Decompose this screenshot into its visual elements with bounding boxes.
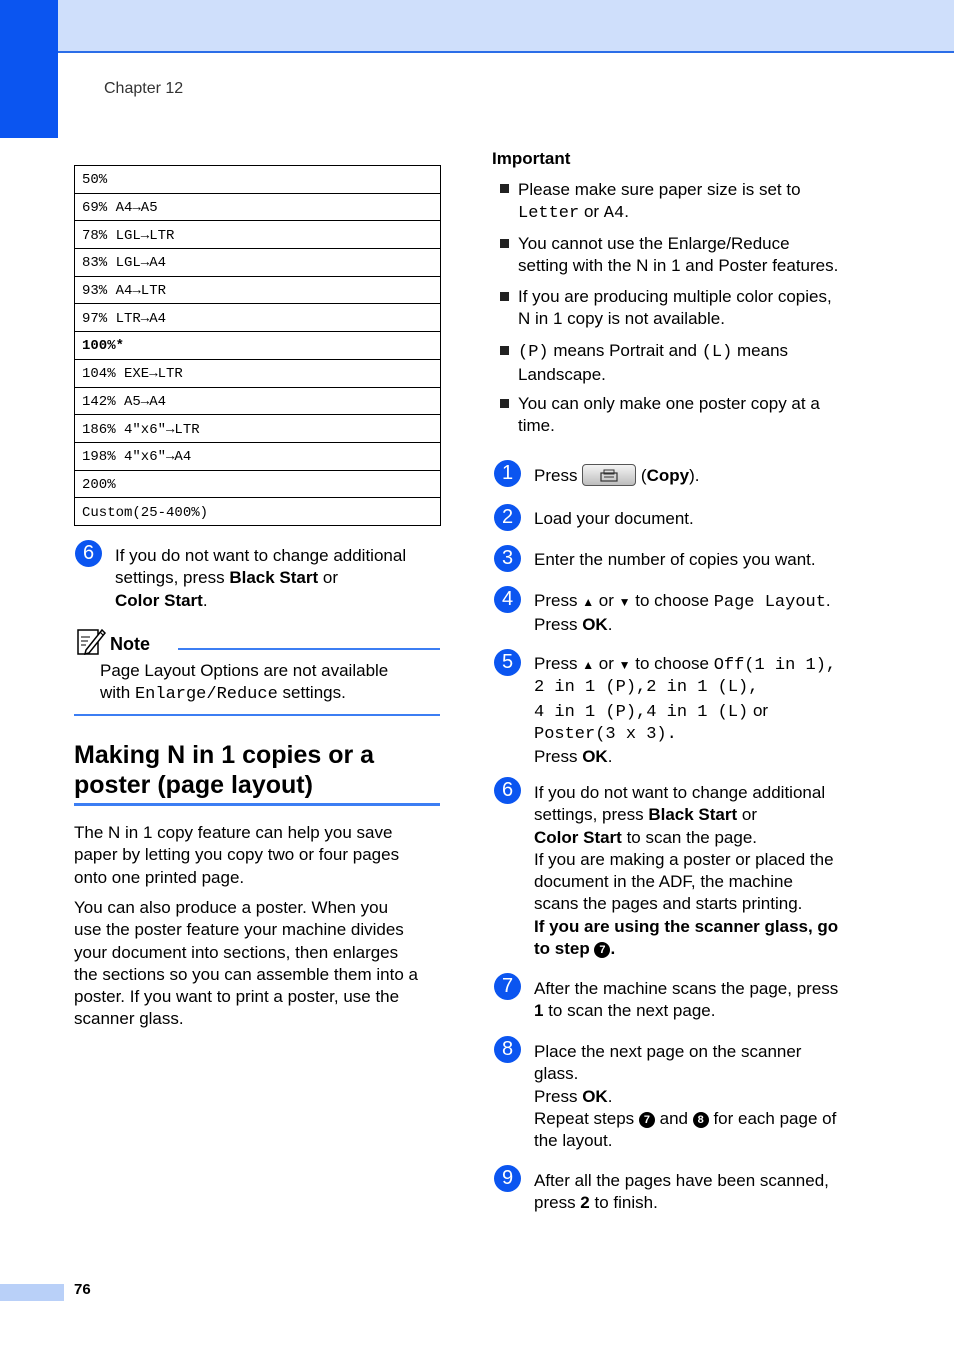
bullet-icon [500, 292, 509, 301]
key-label: OK [582, 1086, 608, 1106]
key-label: 2 [580, 1193, 590, 1213]
text: Press [534, 654, 583, 673]
important-item [518, 340, 888, 387]
key-label: Copy [646, 466, 690, 485]
step-number: 7 [494, 973, 521, 1000]
important-item [518, 179, 888, 226]
note-pencil-icon [76, 626, 106, 656]
step-4-text [534, 590, 874, 637]
text: settings. [277, 683, 346, 703]
code-text: 4 in 1 (P),4 in 1 (L) [534, 702, 749, 722]
key-label: Black Start [229, 568, 319, 588]
text-line: document in the ADF, the machine [534, 872, 793, 892]
text-line [534, 746, 884, 768]
key-label: Color Start [115, 590, 203, 610]
copy-key-icon [582, 464, 636, 486]
text-line: You can also produce a poster. When you [74, 898, 389, 917]
important-title: Important [492, 149, 571, 168]
text-line [518, 201, 888, 225]
note-title: Note [110, 634, 150, 654]
text: . [825, 591, 831, 610]
text: or [737, 805, 757, 825]
text-line: Page Layout Options are not available [100, 661, 389, 680]
step-2-text: Load your document. [534, 509, 694, 528]
text: or [594, 654, 619, 673]
text-line: paper by letting you copy two or four pages [74, 845, 400, 865]
text: or [579, 202, 604, 222]
table-row [75, 415, 441, 443]
table-cell: 69% A4→A5 [75, 193, 441, 221]
text: Press [534, 1086, 583, 1106]
title-line: poster (page layout) [74, 771, 313, 799]
key-label: Black Start [648, 805, 738, 825]
key-label: 1 [534, 1001, 544, 1021]
code-text: A4 [603, 204, 625, 224]
footer-band [0, 1284, 64, 1301]
step-number: 6 [75, 540, 102, 567]
table-cell-default: 100%* [75, 332, 441, 360]
text: and [654, 1108, 693, 1128]
table-cell: 93% A4→LTR [75, 276, 441, 304]
text-line: N in 1 copy is not available. [518, 309, 725, 329]
step-6-text [534, 782, 884, 960]
text-line [534, 1086, 884, 1108]
divider [74, 803, 440, 806]
text: to choose [630, 654, 714, 673]
bullet-icon [500, 399, 509, 408]
step-number: 2 [494, 504, 521, 531]
table-row [75, 332, 441, 360]
text-line: time. [518, 416, 555, 436]
text: to finish. [589, 1193, 658, 1213]
table-cell: 97% LTR→A4 [75, 304, 441, 332]
note-text [100, 660, 440, 707]
text-line: onto one printed page. [74, 867, 245, 887]
text: or [748, 700, 769, 720]
text: Press [534, 615, 583, 635]
step-ref-icon: 7 [639, 1112, 655, 1128]
text-line [534, 614, 874, 636]
step-number: 8 [494, 1036, 521, 1063]
text: settings, press [534, 805, 649, 825]
key-label: OK [582, 615, 608, 635]
code-line: 2 in 1 (P),2 in 1 (L), [534, 678, 759, 698]
text-line: If you do not want to change additional [115, 546, 407, 565]
text-line: the layout. [534, 1131, 613, 1151]
step-5-text [534, 653, 884, 768]
text: to scan the next page. [543, 1001, 716, 1021]
divider [178, 648, 440, 650]
chapter-label: Chapter 12 [104, 80, 184, 97]
chapter-tab [0, 0, 58, 138]
code-text: Letter [518, 204, 580, 224]
text-line: scanner glass. [74, 1009, 184, 1029]
text-line: poster. If you want to print a poster, use the [74, 987, 400, 1007]
key-label: Color Start [534, 827, 622, 847]
down-arrow-icon: ▼ [618, 658, 631, 672]
table-row [75, 442, 441, 470]
step-number: 5 [494, 649, 521, 676]
text-line [534, 1000, 884, 1022]
left-step-text [115, 545, 445, 612]
text-line: Landscape. [518, 365, 606, 385]
text-line [534, 590, 874, 614]
bullet-icon [500, 346, 509, 355]
table-row [75, 276, 441, 304]
text-line: scans the pages and starts printing. [534, 894, 803, 914]
text-line [534, 938, 884, 960]
text: Press [534, 747, 583, 767]
text-line [534, 916, 884, 938]
text: for each page of [708, 1108, 837, 1128]
step-number: 6 [494, 777, 521, 804]
text-line [115, 590, 445, 612]
important-item [518, 286, 888, 331]
text: Press [534, 466, 583, 485]
text-line: You cannot use the Enlarge/Reduce [518, 234, 790, 253]
title-line: Making N in 1 copies or a [74, 741, 375, 769]
table-cell: 83% LGL→A4 [75, 249, 441, 277]
step-ref-icon: 7 [594, 942, 610, 958]
text: Repeat steps [534, 1108, 639, 1128]
text-line: use the poster feature your machine divides [74, 920, 404, 940]
code-text: Enlarge/Reduce [134, 685, 278, 705]
code-text: Off(1 in 1), [713, 656, 837, 675]
text-line [518, 340, 888, 364]
step-number: 4 [494, 586, 521, 613]
step-number: 9 [494, 1165, 521, 1192]
text: . [607, 1086, 613, 1106]
text: . [624, 202, 629, 222]
text-line: If you are producing multiple color copies, [518, 287, 832, 306]
paragraph [74, 822, 444, 889]
text-line: glass. [534, 1064, 579, 1084]
table-cell: 200% [75, 470, 441, 498]
text: Press [534, 591, 583, 610]
table-row [75, 359, 441, 387]
table-cell: 104% EXE→LTR [75, 359, 441, 387]
table-cell: 50% [75, 166, 441, 194]
step-1-text [534, 464, 874, 487]
table-row [75, 193, 441, 221]
text-line: Place the next page on the scanner [534, 1042, 802, 1061]
step-9-text [534, 1170, 884, 1215]
step-ref-icon: 8 [693, 1112, 709, 1128]
text-line: After all the pages have been scanned, [534, 1171, 829, 1190]
paragraph [74, 897, 444, 1031]
text: . [607, 747, 613, 767]
text-line [534, 653, 884, 677]
page-number: 76 [74, 1281, 91, 1298]
table-row [75, 304, 441, 332]
important-item [518, 233, 888, 278]
text-line [534, 804, 884, 826]
text-line: Please make sure paper size is set to [518, 180, 801, 199]
table-row [75, 387, 441, 415]
bold-text: to step [534, 939, 595, 959]
text: or [594, 591, 619, 610]
code-text: Page Layout [713, 593, 826, 612]
text: to choose [630, 591, 714, 610]
table-cell: Custom(25-400%) [75, 498, 441, 526]
text: with [100, 683, 135, 703]
table-row [75, 470, 441, 498]
text-line: the sections so you can assemble them into a [74, 964, 418, 984]
bullet-icon [500, 184, 509, 193]
table-row [75, 249, 441, 277]
text: . [607, 615, 613, 635]
table-row [75, 221, 441, 249]
header-band [0, 0, 954, 53]
text-line: setting with the N in 1 and Poster features. [518, 256, 839, 276]
bold-text: . [610, 939, 616, 959]
text: ). [689, 466, 700, 485]
key-label: OK [582, 747, 608, 767]
text: means Portrait and [548, 341, 702, 360]
table-row [75, 498, 441, 526]
text-line: You can only make one poster copy at a [518, 394, 820, 413]
text: . [202, 590, 208, 610]
text-line: your document into sections, then enlarges [74, 942, 399, 962]
down-arrow-icon: ▼ [618, 595, 631, 609]
code-text: (L) [701, 343, 733, 362]
text-line [534, 700, 884, 724]
text: or [318, 568, 338, 588]
step-3-text: Enter the number of copies you want. [534, 550, 816, 569]
section-title [74, 740, 454, 800]
text-line: If you are making a poster or placed the [534, 849, 834, 869]
zoom-ratio-table [74, 165, 441, 526]
up-arrow-icon: ▲ [582, 658, 595, 672]
code-line: Poster(3 x 3). [534, 724, 677, 744]
step-7-text [534, 978, 884, 1023]
text-line [115, 567, 445, 589]
table-cell: 186% 4"x6"→LTR [75, 415, 441, 443]
important-item [518, 393, 888, 438]
text: ( [636, 466, 647, 485]
text: press [534, 1193, 581, 1213]
text-line: The N in 1 copy feature can help you save [74, 823, 393, 842]
table-row [75, 166, 441, 194]
step-number: 1 [494, 460, 521, 487]
step-number: 3 [494, 545, 521, 572]
text: to scan the page. [621, 827, 757, 847]
table-cell: 142% A5→A4 [75, 387, 441, 415]
code-text: (P) [518, 343, 549, 362]
text: means [732, 341, 789, 360]
step-8-text [534, 1041, 884, 1152]
text: settings, press [115, 568, 230, 588]
text-line [534, 1108, 884, 1130]
copier-icon [600, 469, 618, 483]
bold-text: If you are using the scanner glass, go [534, 916, 839, 936]
text-line [534, 1192, 884, 1214]
divider [74, 714, 440, 716]
table-cell: 78% LGL→LTR [75, 221, 441, 249]
text-line: After the machine scans the page, press [534, 979, 839, 998]
bullet-icon [500, 239, 509, 248]
text-line: If you do not want to change additional [534, 783, 826, 802]
text-line [534, 827, 884, 849]
text-line [100, 682, 440, 706]
up-arrow-icon: ▲ [582, 595, 595, 609]
table-cell: 198% 4"x6"→A4 [75, 442, 441, 470]
